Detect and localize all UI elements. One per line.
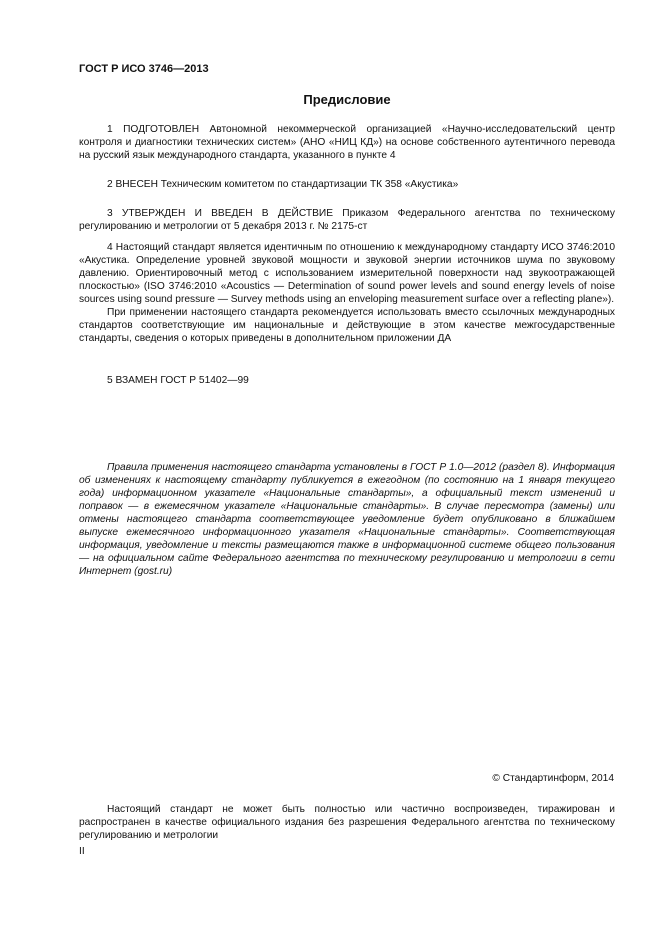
reproduction-paragraph: Настоящий стандарт не может быть полностью или частично воспроизведен, тиражирован и распространен в качестве официального издания без разрешения Федерального агентства по техническому регулированию и метрологии (79, 804, 615, 841)
reproduction-notice (79, 803, 615, 842)
foreword-paragraph: При применении настоящего стандарта рекомендуется использовать вместо ссылочных международных стандартов соответствующие им национальные и действующие в этом качестве межгосударственные стандарты, сведения о которых приведены в дополнительном приложении ДА (79, 307, 615, 344)
foreword-paragraph: 5 ВЗАМЕН ГОСТ Р 51402—99 (107, 375, 249, 386)
foreword-item-5 (79, 374, 615, 387)
page-number: II (79, 846, 85, 857)
foreword-item-1 (79, 123, 615, 162)
foreword-item-2 (79, 178, 615, 191)
application-rules-notice (79, 461, 615, 578)
foreword-item-4 (79, 241, 615, 345)
copyright-line: © Стандартинформ, 2014 (492, 773, 614, 784)
page-title: Предисловие (303, 92, 391, 107)
notice-paragraph: Правила применения настоящего стандарта установлены в ГОСТ Р 1.0—2012 (раздел 8). Информация об изменениях к настоящему стандарту публикуется в ежегодном (по состоянию на 1 января текущего года) информационном указателе «Национальные стандарты», а официальный текст изменений и поправок — в ежемесячном указателе «Национальные стандарты». В случае пересмотра (замены) или отмены настоящего стандарта соответствующее уведомление будет опубликовано в ближайшем выпуске ежемесячного информационного указателя «Национальные стандарты». Соответствующая информация, уведомление и тексты размещаются также в информационной системе общего пользования — на официальном сайте Федерального агентства по техническому регулированию и метрологии в сети Интернет (gost.ru) (79, 462, 615, 577)
foreword-paragraph: 2 ВНЕСЕН Техническим комитетом по стандартизации ТК 358 «Акустика» (107, 179, 459, 190)
standard-code-header: ГОСТ Р ИСО 3746—2013 (79, 63, 209, 75)
foreword-item-3 (79, 207, 615, 233)
foreword-paragraph: 4 Настоящий стандарт является идентичным по отношению к международному стандарту ИСО 3746:2010 «Акустика. Определение уровней звуковой мощности и звуковой энергии источников шума по звуковому давлению. Ориентировочный метод с использованием измерительной поверхности над звукоотражающей плоскостью» (ISO 3746:2010 «Acoustics — Determination of sound power levels and sound energy levels of noise sources using sound pressure — Survey methods using an enveloping measurement surface over a reflecting plane»). (79, 242, 615, 305)
foreword-paragraph: 1 ПОДГОТОВЛЕН Автономной некоммерческой организацией «Научно-исследовательский центр контроля и диагностики технических систем» (АНО «НИЦ КД») на основе собственного аутентичного перевода на русский язык международного стандарта, указанного в пункте 4 (79, 124, 615, 161)
foreword-paragraph: 3 УТВЕРЖДЕН И ВВЕДЕН В ДЕЙСТВИЕ Приказом Федерального агентства по техническому регулированию и метрологии от 5 декабря 2013 г. № 2175-ст (79, 208, 615, 232)
